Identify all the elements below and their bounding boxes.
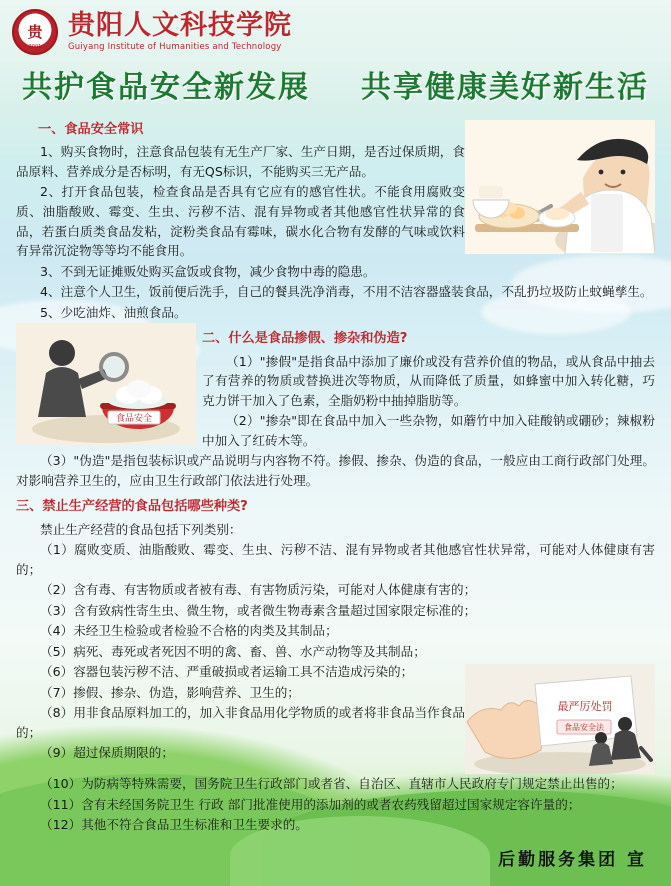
poster-header [0,0,671,58]
section-1-paragraph-1: 1、购买食物时，注意食品包装有无生产厂家、生产日期，是否过保质期，食品原料、营养成分是否标明，有无QS标识，不能购买三无产品。 [16,144,465,179]
section-3-item-4: （4）未经卫生检验或者检验不合格的肉类及其制品； [40,623,338,639]
section-1-paragraph-2: 2、打开食品包装，检查食品是否具有它应有的感官性状。不能食用腐败变质、油脂酸败、霉变、生虫、污秽不洁、混有异物或者其他感官性状异常的食品，若蛋白质类食品发粘，淀粉类食品有霉味，碳水化合物有发酵的气味或饮料有异常沉淀物等等均不能食用。 [16,184,465,259]
section-3-item-10: （10）为防病等特殊需要，国务院卫生行政部门或者省、自治区、直辖市人民政府专门规定禁止出售的； [40,776,623,792]
page-title [0,62,671,106]
illustration-3-label: 最严厉处罚 [557,700,613,714]
section-1-heading: 一、食品安全常识 [38,122,144,137]
section-3-item-5: （5）病死、毒死或者死因不明的禽、畜、兽、水产动物等及其制品； [40,643,426,659]
section-3-intro: 禁止生产经营的食品包括下列类别： [40,521,242,537]
section-3-item-6: （6）容器包装污秽不洁、严重破损或者运输工具不洁造成污染的； [40,664,414,680]
chef-cooking-illustration [465,120,655,254]
section-3-heading: 三、禁止生产经营的食品包括哪些种类? [16,499,248,515]
section-1-paragraph-3: 3、不到无证摊贩处购买盒饭或食物，减少食物中毒的隐患。 [40,263,376,279]
page-title-left: 共护食品安全新发展 [22,70,311,105]
poster-footer: 后勤服务集团 宣 [498,850,647,870]
section-2-paragraph-2: （2）"掺杂"即在食品中加入一些杂物，如蘑竹中加入硅酸钠或硼砂；辣椒粉中加入了红砖木等。 [202,413,655,448]
food-safety-illustration [16,323,196,445]
section-3-item-9: （9）超过保质期限的； [40,745,174,761]
section-2-paragraph-1: （1）"掺假"是指食品中添加了廉价或没有营养价值的物品，或从食品中抽去了有营养的物质或替换进次等物质，从而降低了质量，如蜂蜜中加入转化糖，巧克力饼干加入了色素，全脂奶粉中抽掉脂肪等。 [202,353,655,408]
section-3-item-11: （11）含有未经国务院卫生 行政 部门批准使用的添加剂的或者农药残留超过国家规定容许量的； [40,796,581,812]
university-name-en: Guiyang Institute of Humanities and Technology [68,42,282,53]
section-3-item-8: （8）用非食品原料加工的，加入非食品用化学物质的或者将非食品当作食品的； [16,705,465,740]
illustration-1-wrapper [465,120,655,254]
logo-year: 2001 [28,44,42,50]
university-name-cn: 贵阳人文科技学院 [68,9,292,41]
section-3-item-12: （12）其他不符合食品卫生标准和卫生要求的。 [40,817,308,833]
university-logo [12,9,58,55]
poster-body [16,120,655,835]
section-2-heading: 二、什么是食品掺假、掺杂和伪造? [202,331,408,347]
logo-glyph: 贵 [27,22,43,41]
section-3-item-7: （7）掺假、掺杂、伪造，影响营养、卫生的； [40,684,300,700]
section-3-item-1: （1）腐败变质、油脂酸败、霉变、生虫、污秽不洁、混有异物或者其他感官性状异常，可能对人体健康有害的； [16,542,655,577]
section-3-item-2: （2）含有毒、有害物质或者被有毒、有害物质污染，可能对人体健康有害的； [40,582,477,598]
section-2-paragraph-3: （3）"伪造"是指包装标识或产品说明与内容物不符。掺假、掺杂、伪造的食品，一般应由工商行政部门处理。对影响营养卫生的，应由卫生行政部门依法进行处理。 [16,453,655,488]
illustration-3-wrapper [465,664,655,774]
strictest-punishment-illustration [465,664,655,774]
illustration-2-label: 食品安全 [115,414,153,425]
section-1-paragraph-4: 4、注意个人卫生，饭前便后洗手，自己的餐具洗净消毒，不用不洁容器盛装食品，不乱扔垃圾防止蚊蝇孳生。 [40,284,653,300]
illustration-2-wrapper [16,323,202,447]
illustration-3-sublabel: 食品安全法 [564,723,604,733]
section-1-paragraph-5: 5、少吃油炸、油煎食品。 [40,304,187,320]
section-3-item-3: （3）含有致病性寄生虫、微生物，或者微生物毒素含量超过国家限定标准的； [40,602,477,618]
page-title-right: 共享健康美好新生活 [360,70,649,105]
